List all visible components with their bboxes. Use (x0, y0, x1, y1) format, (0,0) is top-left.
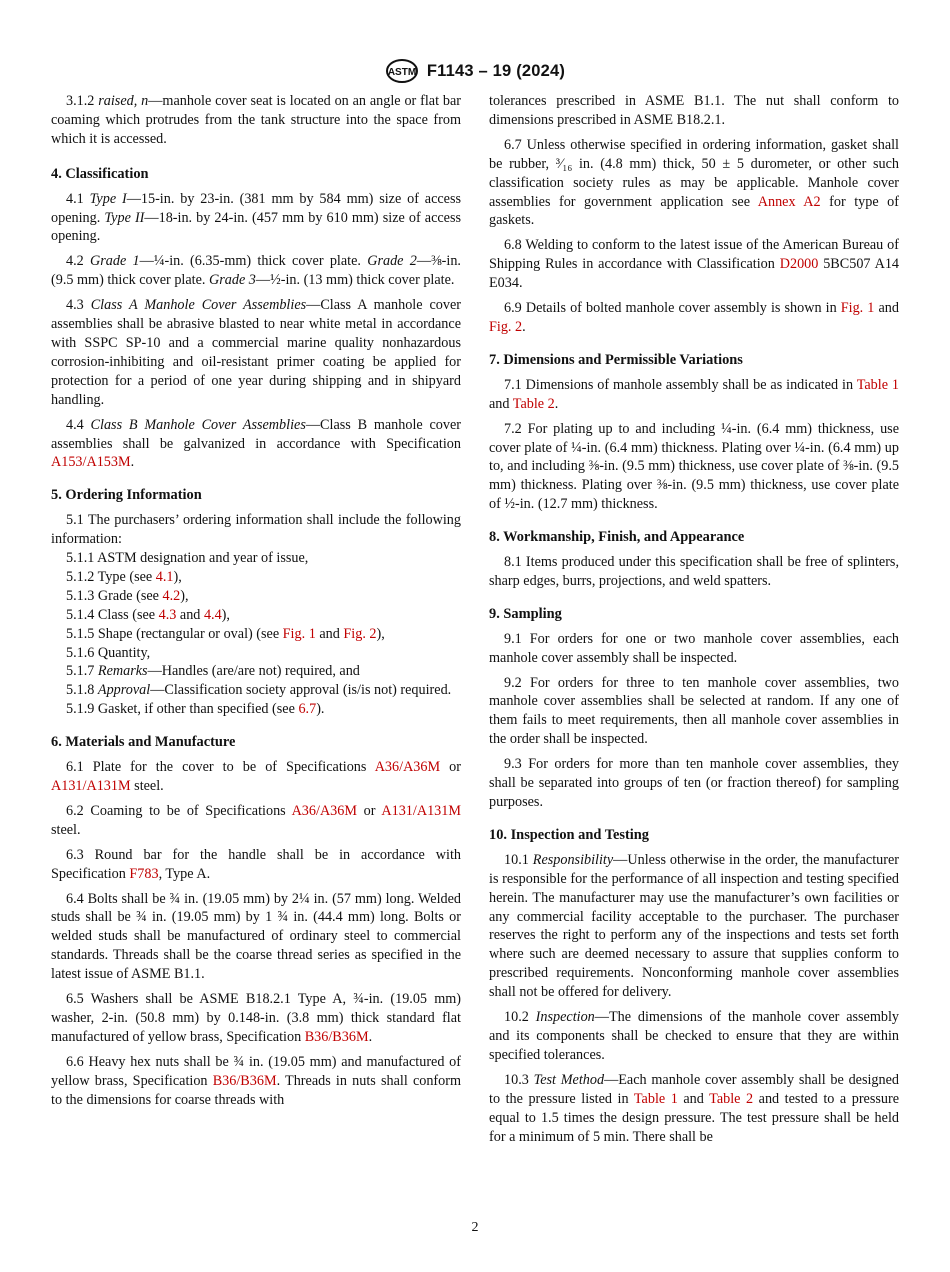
para-6-6-continued: tolerances prescribed in ASME B1.1. The nut shall conform to dimensions prescribed in ASME B18.2.1. (489, 93, 899, 128)
para-3-1-2: 3.1.2 raised, n—manhole cover seat is located on an angle or flat bar coaming which protrudes from the tank structure into the space from which it is accessed. (51, 93, 462, 147)
ref-b36[interactable]: B36/B36M (304, 1028, 369, 1045)
para-9-2: 9.2 For orders for three to ten manhole cover assemblies, two manhole cover assemblies shall be selected at random. If any one of them fails to meet requirements, then all manhole cover assemblies in the order shall be inspected. (489, 674, 899, 748)
para-5-1: 5.1 The purchasers’ ordering information shall include the following information: (51, 512, 461, 548)
ref-a153[interactable]: A153/A153M (51, 454, 131, 471)
para-5-1-6: 5.1.6 Quantity, (66, 644, 151, 661)
para-4-1: 4.1 Type I—15-in. by 23-in. (381 mm by 584 mm) size of access opening. Type II—18-in. by 24-in. (457 mm by 610 mm) size of access opening. (51, 190, 462, 245)
ref-4-4[interactable]: 4.4 (203, 606, 222, 623)
para-5-1-9: 5.1.9 Gasket, if other than specified (see 6.7). (66, 701, 325, 718)
ref-4-2[interactable]: 4.2 (162, 587, 181, 604)
section-4-heading: 4. Classification (51, 165, 149, 182)
section-6-heading: 6. Materials and Manufacture (51, 734, 236, 751)
ref-a131[interactable]: A131/A131M (381, 802, 461, 819)
ref-6-7[interactable]: 6.7 (298, 701, 317, 718)
para-10-3: 10.3 Test Method—Each manhole cover assembly shall be designed to the pressure listed in Table 1 and Table 2 and tested to a pressure equal to 1.5 times the design pressure. The test pressure shall be held for a minimum of 5 min. There shall be (489, 1071, 900, 1145)
para-9-3: 9.3 For orders for more than ten manhole cover assemblies, they shall be separated into groups of ten (or fraction thereof) for sampling purposes. (489, 756, 899, 810)
para-6-7: 6.7 Unless otherwise specified in ordering information, gasket shall be rubber, ³⁄₁₆ in. (4.8 mm) thick, 50 ± 5 durometer, or other such classification society rules as may be applicable. Manhole cover assemblies for government application see Annex A2 for type of gaskets. (489, 136, 900, 229)
section-8-heading: 8. Workmanship, Finish, and Appearance (489, 529, 745, 546)
ref-a36[interactable]: A36/A36M (374, 759, 441, 776)
ref-d2000[interactable]: D2000 (779, 256, 819, 273)
ref-table-1[interactable]: Table 1 (856, 376, 899, 393)
para-5-1-5: 5.1.5 Shape (rectangular or oval) (see Fig. 1 and Fig. 2), (66, 625, 385, 642)
ref-fig-1[interactable]: Fig. 1 (840, 300, 875, 317)
svg-text:ASTM: ASTM (387, 67, 417, 78)
para-5-1-7: 5.1.7 Remarks—Handles (are/are not) required, and (66, 663, 360, 680)
left-column (51, 92, 461, 1116)
section-9-heading: 9. Sampling (489, 605, 562, 622)
ref-fig-2[interactable]: Fig. 2 (343, 625, 377, 642)
para-6-3: 6.3 Round bar for the handle shall be in accordance with Specification F783, Type A. (51, 846, 461, 882)
para-6-2: 6.2 Coaming to be of Specifications A36/A36M or A131/A131M steel. (51, 802, 461, 838)
ref-4-3[interactable]: 4.3 (158, 606, 177, 623)
para-4-4: 4.4 Class B Manhole Cover Assemblies—Class B manhole cover assemblies shall be galvanized in accordance with Specification A153/A153M. (51, 416, 462, 471)
para-7-2: 7.2 For plating up to and including ¼-in. (6.4 mm) thickness, use cover plate of ¼-in. (6.4 mm) thickness. Plating over ¼-in. (6.4 mm) up to, and including ⅜-in. (9.5 mm) thickness, use cover plate of ⅜-in. (9.5 mm) thickness. Plating over ⅜-in. (9.5 mm) thickness, use cover plate of ½-in. (12.7 mm) thickness. (489, 420, 899, 513)
ref-a36[interactable]: A36/A36M (291, 802, 357, 819)
ref-table-2[interactable]: Table 2 (709, 1090, 754, 1107)
ref-fig-1[interactable]: Fig. 1 (282, 625, 316, 642)
ref-a131[interactable]: A131/A131M (51, 778, 131, 794)
para-6-5: 6.5 Washers shall be ASME B18.2.1 Type A, ¾-in. (19.05 mm) washer, 2-in. (50.8 mm) by 0.148-in. (3.8 mm) thick standard flat manufactured of yellow brass, Specification B36/B36M. (51, 991, 461, 1045)
para-8-1: 8.1 Items produced under this specification shall be free of splinters, sharp edges, burrs, projections, and weld spatters. (489, 554, 899, 589)
para-6-4: 6.4 Bolts shall be ¾ in. (19.05 mm) by 2¼ in. (57 mm) long. Welded studs shall be ¾ in. (19.05 mm) by 1 ¾ in. (44.4 mm) long. Bolts or welded studs shall be manufactured of ordinary steel to commercial standards. Threads shall be the coarse thread series as specified in the latest issue of ASME B1.1. (51, 890, 461, 983)
para-5-1-1: 5.1.1 ASTM designation and year of issue, (66, 550, 309, 567)
ref-annex-a2[interactable]: Annex A2 (757, 193, 821, 210)
ref-fig-2[interactable]: Fig. 2 (489, 318, 523, 335)
ref-4-1[interactable]: 4.1 (155, 568, 174, 585)
para-4-3: 4.3 Class A Manhole Cover Assemblies—Class A manhole cover assemblies shall be abrasive blasted to near white metal in accordance with SSPC SP-10 and a commercial marine quality nonhazardous corrosion-inhibiting and oil-resistant primer coating be applied for protection for a period of one year during shipping and in shipyard handling. (51, 297, 461, 408)
ref-table-1[interactable]: Table 1 (633, 1090, 678, 1107)
ref-f783[interactable]: F783 (129, 865, 159, 882)
para-10-2: 10.2 Inspection—The dimensions of the manhole cover assembly and its components shall be checked to ensure that they are within specified tolerances. (489, 1009, 899, 1063)
section-5-heading: 5. Ordering Information (51, 487, 202, 504)
section-7-heading: 7. Dimensions and Permissible Variations (489, 351, 743, 368)
para-9-1: 9.1 For orders for one or two manhole cover assemblies, each manhole cover assembly shall be inspected. (489, 630, 899, 666)
astm-logo-icon (385, 58, 419, 84)
para-10-1: 10.1 Responsibility—Unless otherwise in the order, the manufacturer is responsible for the performance of all inspection and testing specified herein. The manufacturer may use the manufacturer’s own facilities or any commercial facility acceptable to the purchaser. The purchaser reserves the right to perform any of the inspections and tests set forth where such are deemed necessary to assure that supplies conform to prescribed requirements. Nonconforming manhole cover assemblies shall not be offered for delivery. (489, 851, 900, 1001)
para-5-1-8: 5.1.8 Approval—Classification society approval (is/is not) required. (66, 682, 452, 699)
document-designation: F1143 – 19 (2024) (426, 61, 566, 80)
para-5-1-3: 5.1.3 Grade (see 4.2), (66, 587, 189, 604)
right-column (489, 92, 899, 1152)
para-6-9: 6.9 Details of bolted manhole cover assembly is shown in Fig. 1 and Fig. 2. (489, 300, 899, 335)
para-6-1: 6.1 Plate for the cover to be of Specifications A36/A36M or A131/A131M steel. (51, 759, 461, 794)
para-5-1-2: 5.1.2 Type (see 4.1), (66, 568, 182, 585)
para-7-1: 7.1 Dimensions of manhole assembly shall be as indicated in Table 1 and Table 2. (489, 376, 899, 412)
para-6-6: 6.6 Heavy hex nuts shall be ¾ in. (19.05 mm) and manufactured of yellow brass, Specification B36/B36M. Threads in nuts shall conform to the dimensions for coarse threads with (51, 1053, 462, 1108)
ref-b36[interactable]: B36/B36M (212, 1072, 277, 1089)
para-5-1-4: 5.1.4 Class (see 4.3 and 4.4), (66, 606, 230, 623)
page-number: 2 (471, 1220, 479, 1235)
page-header (0, 58, 950, 84)
section-10-heading: 10. Inspection and Testing (489, 826, 649, 843)
para-4-2: 4.2 Grade 1—¼-in. (6.35-mm) thick cover plate. Grade 2—⅜-in. (9.5 mm) thick cover plate. Grade 3—½-in. (13 mm) thick cover plate. (51, 253, 461, 289)
ref-table-2[interactable]: Table 2 (512, 395, 555, 412)
para-6-8: 6.8 Welding to conform to the latest issue of the American Bureau of Shipping Rules in accordance with Classification D2000 5BC507 A14 E034. (489, 237, 900, 292)
